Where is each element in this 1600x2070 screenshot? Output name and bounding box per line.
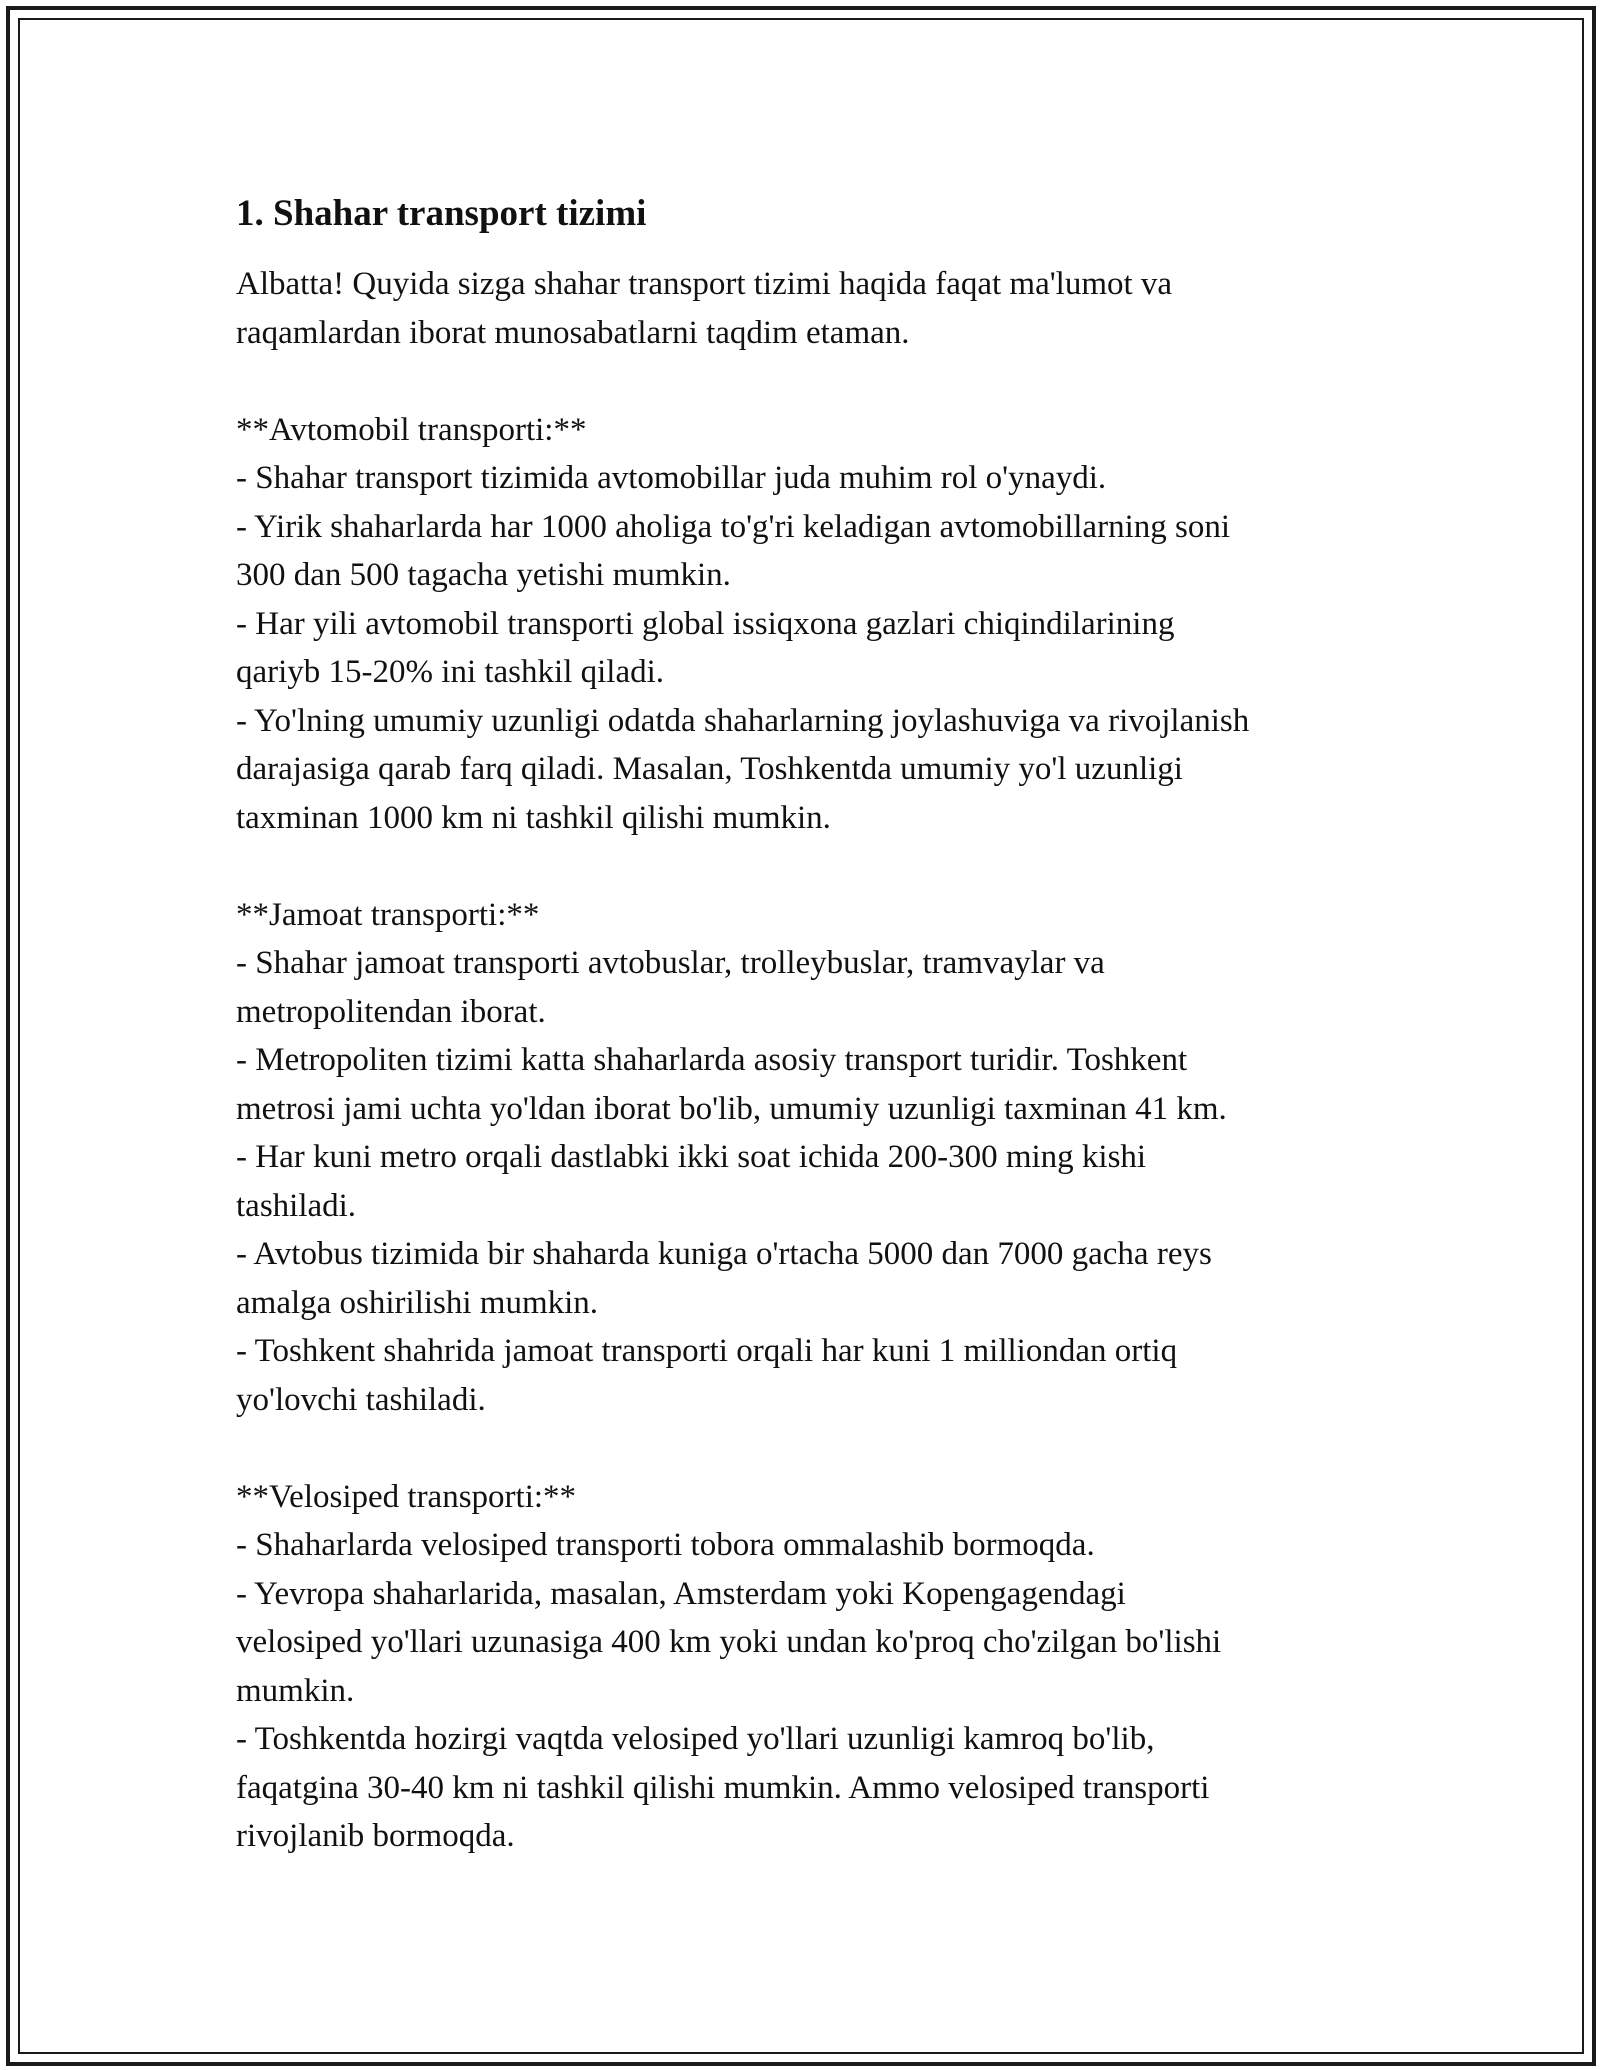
text-line: qariyb 15-20% ini tashkil qiladi. (236, 654, 665, 690)
text-line: - Metropoliten tizimi katta shaharlarda asosiy transport turidir. Toshkent (236, 1042, 1188, 1078)
text-line: tashiladi. (236, 1187, 357, 1224)
text-line: amalga oshirilishi mumkin. (236, 1284, 599, 1321)
text-line: metrosi jami uchta yo'ldan iborat bo'lib, umumiy uzunligi taxminan 41 km. (236, 1090, 1227, 1127)
text-line: metropolitendan iborat. (236, 993, 546, 1030)
text-line: - Toshkentda hozirgi vaqtda velosiped yo'llari uzunligi kamroq bo'lib, (236, 1721, 1155, 1757)
text-line: **Jamoat transporti:** (236, 896, 540, 933)
text-line: - Shahar transport tizimida avtomobillar juda muhim rol o'ynaydi. (236, 460, 1107, 496)
document-text (236, 260, 1386, 1861)
text-line: **Avtomobil transporti:** (236, 411, 587, 448)
text-line: - Yevropa shaharlarida, masalan, Amsterdam yoki Kopengagendagi (236, 1575, 1126, 1612)
text-line: raqamlardan iborat munosabatlarni taqdim etaman. (236, 314, 910, 351)
text-line: darajasiga qarab farq qiladi. Masalan, Toshkentda umumiy yo'l uzunligi (236, 751, 1183, 787)
text-line: velosiped yo'llari uzunasiga 400 km yoki undan ko'proq cho'zilgan bo'lishi (236, 1624, 1222, 1660)
text-line: faqatgina 30-40 km ni tashkil qilishi mumkin. Ammo velosiped transporti (236, 1769, 1210, 1806)
blank-line (236, 842, 1386, 891)
text-line: mumkin. (236, 1672, 355, 1709)
text-line: - Yo'lning umumiy uzunligi odatda shaharlarning joylashuviga va rivojlanish (236, 702, 1250, 739)
text-line: - Har kuni metro orqali dastlabki ikki soat ichida 200-300 ming kishi (236, 1139, 1147, 1175)
text-line: - Har yili avtomobil transporti global issiqxona gazlari chiqindilarining (236, 605, 1175, 642)
blank-line (236, 1424, 1386, 1473)
text-line: **Velosiped transporti:** (236, 1478, 577, 1515)
text-line: Albatta! Quyida sizga shahar transport tizimi haqida faqat ma'lumot va (236, 266, 1173, 302)
text-line: 300 dan 500 tagacha yetishi mumkin. (236, 557, 731, 593)
document-body (236, 190, 1386, 1861)
text-line: - Shaharlarda velosiped transporti tobora ommalashib bormoqda. (236, 1527, 1095, 1563)
blank-line (236, 357, 1386, 406)
text-line: - Avtobus tizimida bir shaharda kuniga o'rtacha 5000 dan 7000 gacha reys (236, 1236, 1212, 1272)
text-line: taxminan 1000 km ni tashkil qilishi mumkin. (236, 799, 831, 836)
text-line: - Toshkent shahrida jamoat transporti orqali har kuni 1 milliondan ortiq (236, 1333, 1178, 1369)
document-title: 1. Shahar transport tizimi (236, 193, 647, 234)
text-line: rivojlanib bormoqda. (236, 1818, 515, 1854)
text-line: - Shahar jamoat transporti avtobuslar, trolleybuslar, tramvaylar va (236, 945, 1105, 981)
text-line: - Yirik shaharlarda har 1000 aholiga to'g'ri keladigan avtomobillarning soni (236, 508, 1230, 545)
text-line: yo'lovchi tashiladi. (236, 1381, 486, 1418)
